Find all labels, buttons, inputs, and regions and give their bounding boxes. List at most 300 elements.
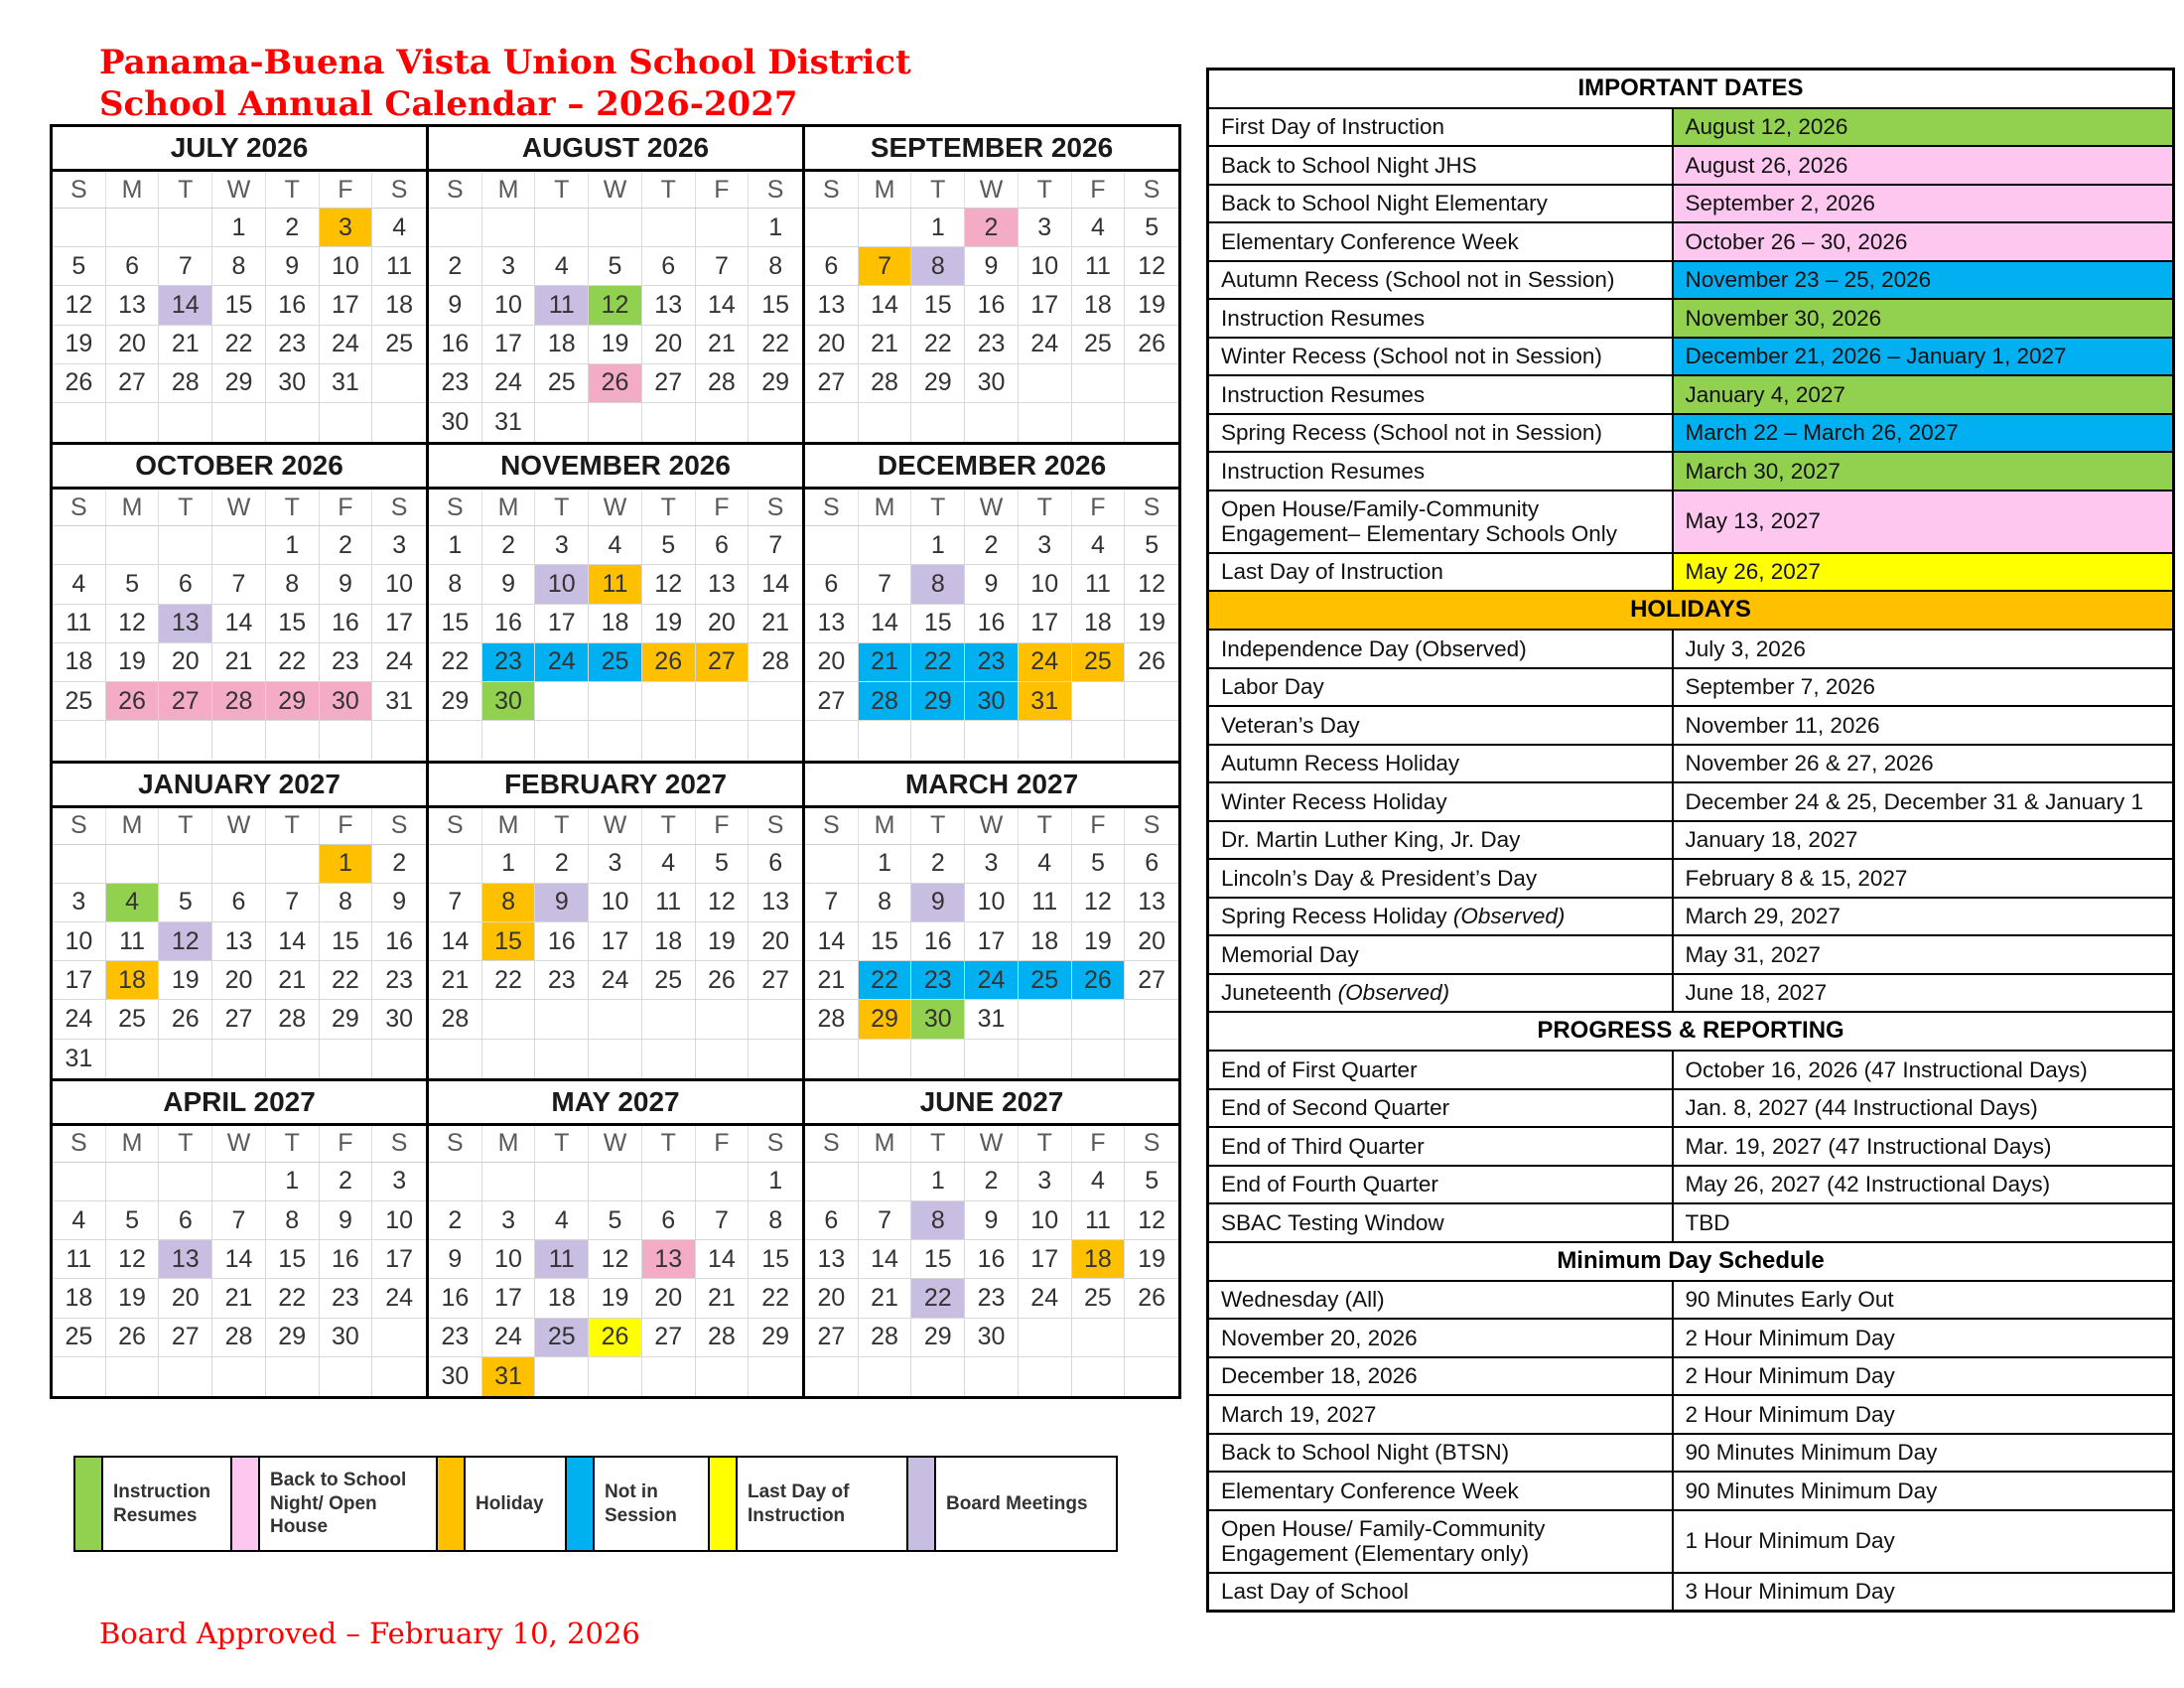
day-cell (429, 209, 482, 246)
row-label: Lincoln’s Day & President’s Day (1208, 859, 1673, 898)
row-value: December 21, 2026 – January 1, 2027 (1673, 338, 2174, 376)
weekday-label: M (482, 808, 536, 844)
day-cell: 20 (805, 643, 859, 681)
day-cell: 24 (53, 1000, 106, 1038)
day-cell (159, 721, 212, 760)
weekday-label: S (805, 490, 859, 525)
day-cell: 7 (159, 247, 212, 285)
weekday-label: T (911, 1126, 965, 1162)
day-cell (53, 721, 106, 760)
day-cell (106, 526, 160, 564)
day-cell (1125, 721, 1178, 760)
day-cell: 29 (212, 364, 266, 402)
month-weeks (805, 526, 1178, 760)
week-row (805, 1240, 1178, 1279)
month-weeks (53, 209, 426, 442)
day-cell: 18 (1019, 922, 1072, 960)
weekday-label: M (106, 172, 160, 208)
day-cell: 13 (212, 922, 266, 960)
day-cell (805, 403, 859, 442)
day-cell (1125, 1000, 1178, 1038)
day-cell (859, 403, 912, 442)
day-cell: 16 (320, 605, 373, 642)
day-cell-highlighted: 30 (320, 682, 373, 720)
week-row (805, 1279, 1178, 1318)
day-cell: 30 (266, 364, 320, 402)
day-cell: 9 (482, 565, 536, 603)
weekday-label: M (482, 490, 536, 525)
day-cell-highlighted: 27 (159, 682, 212, 720)
day-cell (589, 403, 642, 442)
weekday-label: F (1072, 172, 1126, 208)
day-cell: 3 (482, 247, 536, 285)
day-cell (1019, 1000, 1072, 1038)
month-weeks (805, 209, 1178, 442)
week-row (429, 922, 802, 961)
day-cell: 12 (1072, 884, 1126, 921)
week-row (429, 1357, 802, 1396)
day-cell: 15 (761, 1244, 790, 1273)
table-row (1208, 1395, 2174, 1434)
month-weeks (429, 526, 802, 760)
weekday-label: T (159, 1126, 212, 1162)
day-cell (805, 721, 859, 760)
week-row (805, 1319, 1178, 1357)
day-cell: 28 (696, 364, 750, 402)
weekday-label: F (1072, 490, 1126, 525)
weekday-label: T (1019, 808, 1072, 844)
day-cell: 12 (589, 1240, 642, 1278)
week-row (53, 1357, 426, 1396)
week-row (429, 403, 802, 442)
day-cell: 16 (965, 286, 1019, 324)
day-cell: 11 (106, 922, 160, 960)
day-cell (805, 526, 859, 564)
day-cell (535, 1040, 589, 1078)
day-cell: 14 (212, 1240, 266, 1278)
day-cell-highlighted: 9 (911, 884, 965, 921)
day-cell (106, 209, 160, 246)
day-cell-highlighted: 8 (911, 565, 965, 603)
weekday-label: T (642, 808, 696, 844)
day-cell: 23 (535, 961, 589, 999)
week-row (429, 1163, 802, 1201)
day-cell: 4 (1072, 1163, 1126, 1200)
day-cell: 17 (482, 326, 536, 363)
day-cell: 4 (1019, 845, 1072, 883)
day-cell: 2 (429, 1201, 482, 1239)
weekday-label: F (696, 808, 750, 844)
row-label: Dr. Martin Luther King, Jr. Day (1208, 821, 1673, 860)
day-cell (266, 721, 320, 760)
day-cell-highlighted: 25 (589, 643, 642, 681)
day-cell: 16 (429, 1279, 482, 1317)
day-cell-highlighted: 26 (589, 364, 642, 402)
day-cell (482, 1163, 536, 1200)
day-cell: 25 (642, 961, 696, 999)
weekday-label: F (1072, 1126, 1126, 1162)
weekday-header-row (429, 490, 802, 526)
day-cell: 11 (642, 884, 696, 921)
section-header-important-dates: IMPORTANT DATES (1208, 70, 2174, 108)
day-cell: 26 (696, 961, 750, 999)
day-cell-highlighted: 28 (212, 682, 266, 720)
day-cell: 7 (696, 247, 750, 285)
day-cell: 3 (1019, 526, 1072, 564)
day-cell: 23 (320, 643, 373, 681)
month-october-2026 (53, 445, 429, 763)
day-cell: 28 (429, 1000, 482, 1038)
week-row (429, 1040, 802, 1078)
week-row (805, 643, 1178, 682)
week-row (429, 1240, 802, 1279)
row-label: Labor Day (1208, 668, 1673, 707)
row-label: Elementary Conference Week (1208, 222, 1673, 261)
day-cell: 11 (53, 1240, 106, 1278)
day-cell (482, 1000, 536, 1038)
day-cell: 23 (266, 326, 320, 363)
weekday-label: T (642, 172, 696, 208)
day-cell: 13 (642, 286, 696, 324)
day-cell: 15 (429, 605, 482, 642)
day-cell: 4 (1072, 526, 1126, 564)
row-value: 90 Minutes Early Out (1673, 1281, 2174, 1320)
day-cell-highlighted: 23 (911, 961, 965, 999)
day-cell: 6 (768, 849, 783, 878)
day-cell (1019, 364, 1072, 402)
day-cell: 3 (392, 530, 407, 559)
day-cell: 7 (266, 884, 320, 921)
day-cell: 18 (53, 1279, 106, 1317)
dates-info-table (1206, 68, 2175, 1613)
week-row (53, 922, 426, 961)
week-row (805, 565, 1178, 604)
weekday-label: W (965, 172, 1019, 208)
day-cell: 28 (761, 647, 790, 676)
day-cell-highlighted: 10 (535, 565, 589, 603)
day-cell (859, 209, 912, 246)
day-cell: 15 (266, 605, 320, 642)
day-cell-highlighted: 11 (535, 1240, 589, 1278)
row-value: 2 Hour Minimum Day (1673, 1319, 2174, 1357)
weekday-label: S (766, 811, 784, 839)
legend-label-back-to-school-night-open-house: Back to School Night/ Open House (258, 1456, 438, 1552)
row-value: October 16, 2026 (47 Instructional Days) (1673, 1051, 2174, 1089)
week-row (53, 1279, 426, 1318)
day-cell: 25 (106, 1000, 160, 1038)
legend-label-board-meetings: Board Meetings (934, 1456, 1118, 1552)
day-cell: 6 (1145, 849, 1160, 878)
table-row (1208, 935, 2174, 974)
day-cell: 30 (385, 1004, 414, 1033)
legend-swatch-last-day-of-instruction (708, 1456, 738, 1552)
day-cell: 14 (859, 605, 912, 642)
day-cell: 18 (1072, 605, 1126, 642)
day-cell-highlighted: 2 (965, 209, 1019, 246)
table-row (1208, 299, 2174, 338)
day-cell: 27 (805, 1319, 859, 1356)
day-cell: 10 (1019, 565, 1072, 603)
row-label: Wednesday (All) (1208, 1281, 1673, 1320)
table-row (1208, 1089, 2174, 1128)
weekday-label: F (320, 1126, 373, 1162)
day-cell (749, 1040, 802, 1078)
weekday-label: M (482, 172, 536, 208)
month-title: NOVEMBER 2026 (429, 445, 802, 490)
row-label: End of First Quarter (1208, 1051, 1673, 1089)
day-cell: 19 (1072, 922, 1126, 960)
week-row (805, 682, 1178, 721)
day-cell (212, 1040, 266, 1078)
row-value: TBD (1673, 1203, 2174, 1242)
day-cell: 26 (1138, 1283, 1166, 1312)
day-cell (266, 845, 320, 883)
day-cell-highlighted: 31 (482, 1357, 536, 1396)
weekday-label: T (159, 808, 212, 844)
day-cell: 9 (965, 1201, 1019, 1239)
row-value: August 26, 2026 (1673, 146, 2174, 185)
row-label: March 19, 2027 (1208, 1395, 1673, 1434)
day-cell (1019, 1357, 1072, 1396)
weekday-label: T (911, 808, 965, 844)
day-cell: 4 (392, 212, 407, 241)
day-cell: 14 (696, 1240, 750, 1278)
day-cell: 5 (1145, 530, 1160, 559)
day-cell (696, 721, 750, 760)
month-may-2027 (429, 1081, 805, 1399)
legend-swatch-instruction-resumes (73, 1456, 103, 1552)
day-cell: 22 (482, 961, 536, 999)
day-cell: 12 (642, 565, 696, 603)
day-cell: 8 (266, 1201, 320, 1239)
weekday-label: W (589, 490, 642, 525)
day-cell: 1 (482, 845, 536, 883)
day-cell (696, 403, 750, 442)
day-cell: 17 (1019, 605, 1072, 642)
day-cell (372, 1357, 426, 1396)
weekday-label: W (212, 490, 266, 525)
row-value: 90 Minutes Minimum Day (1673, 1434, 2174, 1473)
day-cell (535, 1357, 589, 1396)
week-row (805, 605, 1178, 643)
day-cell: 25 (385, 330, 414, 358)
day-cell: 28 (212, 1319, 266, 1356)
day-cell (642, 682, 696, 720)
day-cell (696, 1357, 750, 1396)
day-cell: 7 (805, 884, 859, 921)
day-cell (696, 1000, 750, 1038)
day-cell (53, 403, 106, 442)
day-cell (372, 721, 426, 760)
weekday-label: T (1019, 1126, 1072, 1162)
weekday-label: S (766, 1129, 784, 1158)
day-cell: 31 (965, 1000, 1019, 1038)
week-row (53, 845, 426, 884)
day-cell: 15 (911, 1240, 965, 1278)
day-cell-highlighted: 22 (911, 1279, 965, 1317)
day-cell-highlighted: 14 (159, 286, 212, 324)
month-november-2026 (429, 445, 805, 763)
day-cell: 31 (385, 686, 414, 715)
week-row (53, 1240, 426, 1279)
week-row (805, 209, 1178, 247)
day-cell: 15 (266, 1240, 320, 1278)
table-row (1208, 452, 2174, 491)
week-row (429, 1201, 802, 1240)
weekday-label: M (859, 808, 912, 844)
day-cell (642, 1000, 696, 1038)
weekday-label: F (320, 490, 373, 525)
weekday-label: M (859, 1126, 912, 1162)
day-cell: 20 (159, 1279, 212, 1317)
weekday-label: W (589, 1126, 642, 1162)
legend-swatch-holiday (436, 1456, 466, 1552)
day-cell: 12 (106, 1240, 160, 1278)
weekday-label: S (390, 492, 408, 521)
day-cell: 15 (320, 922, 373, 960)
day-cell-highlighted: 22 (911, 643, 965, 681)
day-cell: 9 (429, 1240, 482, 1278)
day-cell: 27 (159, 1319, 212, 1356)
row-value: January 4, 2027 (1673, 375, 2174, 414)
legend-label-holiday: Holiday (464, 1456, 567, 1552)
day-cell: 26 (159, 1000, 212, 1038)
weekday-label: F (320, 808, 373, 844)
week-row (429, 643, 802, 682)
row-label-italic: (Observed) (1331, 980, 1450, 1006)
day-cell: 6 (159, 1201, 212, 1239)
day-cell: 28 (805, 1000, 859, 1038)
day-cell: 9 (320, 565, 373, 603)
row-value: 2 Hour Minimum Day (1673, 1357, 2174, 1396)
day-cell: 14 (429, 922, 482, 960)
week-row (805, 326, 1178, 364)
day-cell: 8 (768, 251, 783, 280)
day-cell: 13 (106, 286, 160, 324)
day-cell: 16 (535, 922, 589, 960)
day-cell-highlighted: 11 (589, 565, 642, 603)
day-cell: 2 (965, 1163, 1019, 1200)
month-september-2026 (805, 127, 1181, 445)
month-august-2026 (429, 127, 805, 445)
week-row (53, 364, 426, 403)
day-cell-highlighted: 15 (482, 922, 536, 960)
table-row (1208, 1203, 2174, 1242)
month-title: JULY 2026 (53, 127, 426, 172)
month-weeks (53, 845, 426, 1078)
day-cell: 2 (911, 845, 965, 883)
day-cell (965, 1357, 1019, 1396)
day-cell: 10 (385, 570, 414, 599)
day-cell: 21 (696, 326, 750, 363)
weekday-header-row (429, 172, 802, 209)
day-cell-highlighted: 30 (482, 682, 536, 720)
week-row (805, 1000, 1178, 1039)
day-cell: 28 (696, 1319, 750, 1356)
weekday-label: S (766, 492, 784, 521)
weekday-label: S (429, 172, 482, 208)
row-label: Spring Recess Holiday (Observed) (1208, 898, 1673, 936)
day-cell: 5 (1072, 845, 1126, 883)
day-cell-highlighted: 28 (859, 682, 912, 720)
day-cell: 14 (805, 922, 859, 960)
weekday-header-row (53, 172, 426, 209)
week-row (53, 403, 426, 442)
day-cell: 21 (696, 1279, 750, 1317)
day-cell: 18 (589, 605, 642, 642)
week-row (429, 1319, 802, 1357)
day-cell: 3 (1019, 1163, 1072, 1200)
day-cell (535, 1000, 589, 1038)
weekday-label: T (266, 172, 320, 208)
day-cell-highlighted: 24 (965, 961, 1019, 999)
week-row (429, 526, 802, 565)
legend-label-instruction-resumes: Instruction Resumes (101, 1456, 232, 1552)
day-cell: 25 (53, 682, 106, 720)
month-february-2027 (429, 764, 805, 1081)
day-cell (53, 1163, 106, 1200)
day-cell: 14 (212, 605, 266, 642)
day-cell (1072, 364, 1126, 402)
day-cell-highlighted: 24 (535, 643, 589, 681)
day-cell (1125, 1357, 1178, 1396)
row-label: Elementary Conference Week (1208, 1472, 1673, 1510)
table-row (1208, 146, 2174, 185)
day-cell: 5 (1145, 1167, 1160, 1196)
day-cell: 11 (53, 605, 106, 642)
day-cell: 8 (429, 565, 482, 603)
month-title: JANUARY 2027 (53, 764, 426, 808)
day-cell: 14 (859, 286, 912, 324)
day-cell: 8 (266, 565, 320, 603)
row-value: 1 Hour Minimum Day (1673, 1510, 2174, 1573)
day-cell (1019, 1040, 1072, 1078)
day-cell: 4 (589, 526, 642, 564)
day-cell-highlighted: 30 (911, 1000, 965, 1038)
month-title: APRIL 2027 (53, 1081, 426, 1126)
day-cell (159, 403, 212, 442)
day-cell: 20 (805, 326, 859, 363)
week-row (53, 721, 426, 760)
day-cell: 19 (106, 1279, 160, 1317)
day-cell: 27 (1138, 965, 1166, 994)
day-cell: 10 (1019, 247, 1072, 285)
day-cell (1072, 721, 1126, 760)
day-cell: 22 (429, 643, 482, 681)
week-row (429, 1000, 802, 1039)
weekday-label: S (429, 808, 482, 844)
weekday-label: F (696, 1126, 750, 1162)
day-cell-highlighted: 26 (589, 1319, 642, 1356)
week-row (53, 605, 426, 643)
week-row (805, 247, 1178, 286)
day-cell (266, 403, 320, 442)
day-cell (589, 1357, 642, 1396)
day-cell-highlighted: 21 (859, 643, 912, 681)
day-cell: 30 (965, 364, 1019, 402)
day-cell: 14 (859, 1240, 912, 1278)
day-cell: 17 (53, 961, 106, 999)
day-cell: 24 (589, 961, 642, 999)
day-cell-highlighted: 25 (535, 1319, 589, 1356)
day-cell: 17 (385, 1244, 414, 1273)
day-cell (859, 1040, 912, 1078)
day-cell: 7 (859, 565, 912, 603)
day-cell: 4 (53, 565, 106, 603)
day-cell: 15 (911, 605, 965, 642)
table-row (1208, 1357, 2174, 1396)
day-cell (53, 845, 106, 883)
